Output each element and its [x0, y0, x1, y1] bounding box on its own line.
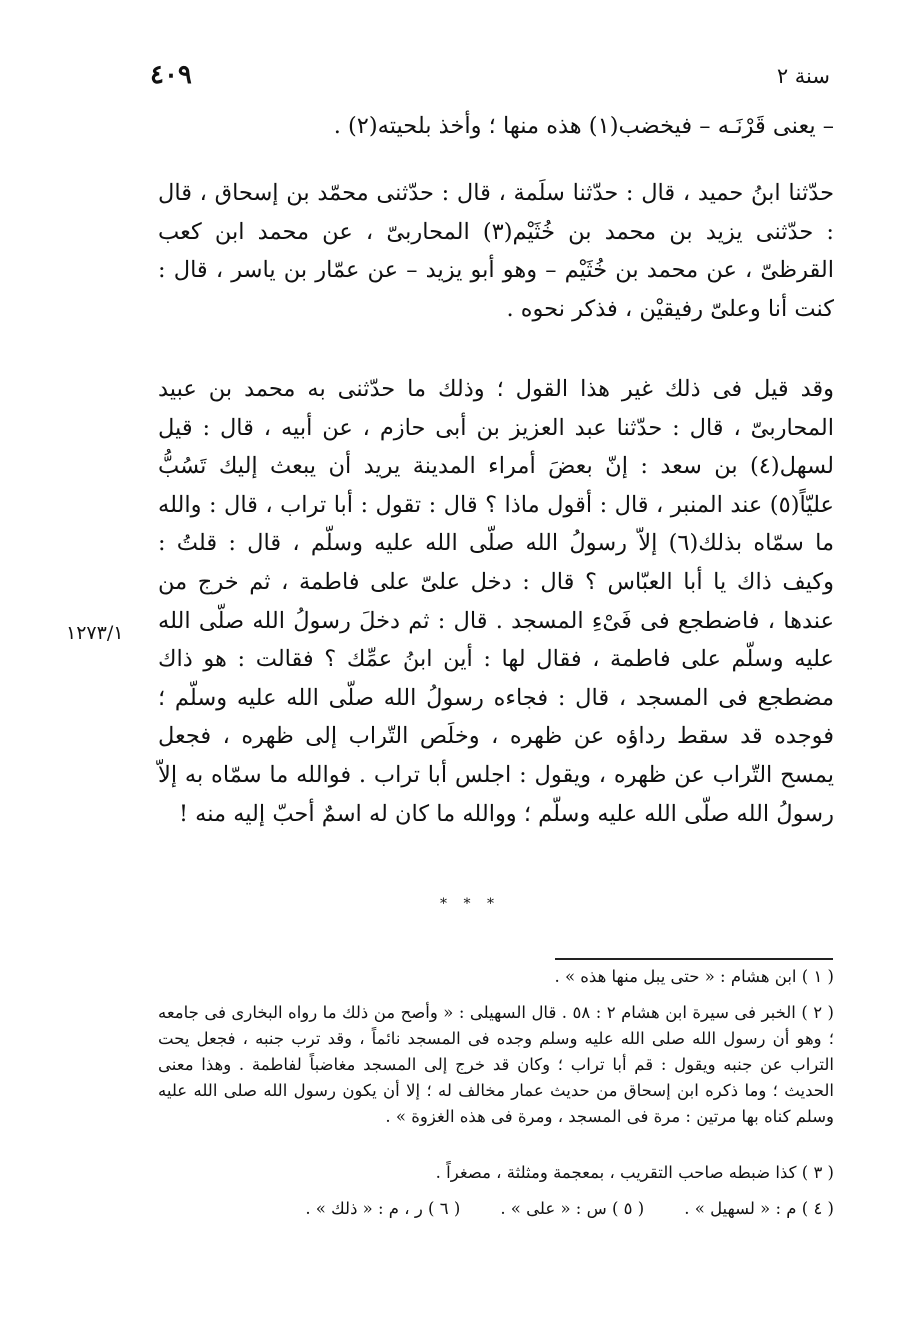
footnote-5: ( ٥ ) س : « على » .: [500, 1199, 645, 1218]
section-separator: * * *: [440, 896, 500, 912]
page-header: [150, 58, 830, 98]
footnote-row-4-6: [158, 1196, 834, 1222]
footnote-3: ( ٣ ) كذا ضبطه صاحب التقريب ، بمعجمة ومثلثة ، مصغراً .: [435, 1163, 834, 1182]
footnote-6: ( ٦ ) ر ، م : « ذلك » .: [305, 1199, 461, 1218]
page-number: ٤٠٩: [150, 60, 192, 90]
margin-reference: ١٢٧٣/١: [66, 622, 124, 644]
paragraph-isnad: حدّثنا ابنُ حميد ، قال : حدّثنا سلَمة ، قال : حدّثنى محمّد بن إسحاق ، قال : حدّثنى يزيد بن محمد بن خُثَيْم(٣) المحاربىّ ، عن محمد ابن كعب القرظىّ ، عن محمد بن خُثَيْم – وهو أبو يزيد – عن عمّار بن ياسر ، قال : كنت أنا وعلىّ رفيقيْن ، فذكر نحوه .: [158, 180, 835, 322]
footnote-rule: [555, 958, 833, 960]
paragraph-abu-turab: وقد قيل فى ذلك غير هذا القول ؛ وذلك ما حدّثنى به محمد بن عبيد المحاربىّ ، قال : حدّثنا عبد العزيز بن أبى حازم ، عن أبيه ، قال : قيل لسهل(٤) بن سعد : إنّ بعضَ أمراء المدينة يريد أن يبعث إليك تَسُبُّ عليّاً(٥) عند المنبر ، قال : أقول ماذا ؟ قال : تقول : أبا تراب ، قال : والله ما سمّاه بذلك(٦) إلاّ رسولُ الله صلّى الله عليه وسلّم ، قال : قلتُ : وكيف ذاك يا أبا العبّاس ؟ قال : دخل علىّ على فاطمة ، ثم خرج من عندها ، فاضطجع فى فَىْءِ المسجد . قال : ثم دخلَ رسولُ الله صلّى الله عليه وسلّم على فاطمة ، فقال لها : أين ابنُ عمِّك ؟ فقالت : هو ذاك مضطجع فى المسجد ، قال : فجاءه رسولُ الله صلّى الله عليه وسلّم ؛ فوجده قد سقط رداؤه عن ظهره ، وخلَص التّراب إلى ظهره ، فجعل يمسح التّراب عن ظهره ، ويقول : اجلس أبا تراب . فوالله ما سمّاه به إلاّ رسولُ الله صلّى الله عليه وسلّم ؛ ووالله ما كان له اسمٌ أحبّ إليه منه !: [158, 376, 835, 827]
footnote-2: ( ٢ ) الخبر فى سيرة ابن هشام ٢ : ٥٨ . قال السهيلى : « وأصح من ذلك ما رواه البخارى فى جامعه ؛ وهو أن رسول الله صلى الله عليه وسلم وجده فى المسجد نائماً ، وقد ترب جنبه ، فجعل يحت التراب عن جنبه ويقول : قم أبا تراب ؛ وكان قد خرج إلى المسجد مغاضباً لفاطمة . وهذا معنى الحديث ؛ وما ذكره ابن إسحاق من حديث عمار مخالف له ؛ إلا أن يكون رسول الله صلى الله عليه وسلم كناه بها مرتين : مرة فى المسجد ، ومرة فى هذه الغزوة » .: [158, 1003, 834, 1126]
footnote-1: ( ١ ) ابن هشام : « حتى يبل منها هذه » .: [554, 967, 834, 986]
running-head-year: سنة ٢: [776, 64, 830, 88]
paragraph-continuation: – يعنى قَرْنَـه – فيخضب(١) هذه منها ؛ وأخذ بلحيته(٢) .: [333, 113, 834, 139]
footnote-4: ( ٤ ) م : « لسهيل » .: [684, 1199, 834, 1218]
